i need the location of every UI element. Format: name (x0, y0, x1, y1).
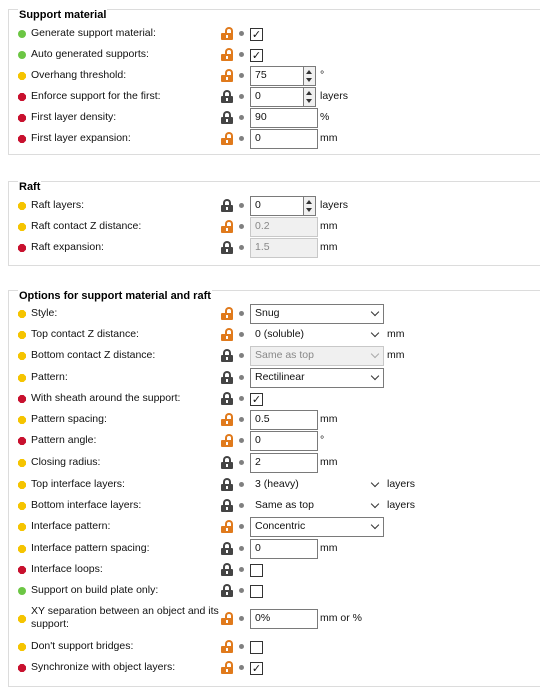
raft-group (8, 181, 540, 266)
unlock-icon[interactable] (221, 612, 233, 625)
chevron-up-icon[interactable] (306, 91, 312, 95)
unit-label: mm (320, 413, 338, 425)
lock-icon[interactable] (221, 371, 233, 384)
select-value: 3 (heavy) (255, 478, 299, 490)
select-value: 0 (soluble) (255, 328, 305, 340)
select-value: Same as top (255, 499, 314, 511)
lock-icon[interactable] (221, 456, 233, 469)
bullet-icon[interactable] (239, 332, 244, 337)
bullet-icon[interactable] (239, 438, 244, 443)
enforce-support-input[interactable]: 0 (250, 87, 304, 107)
bullet-icon[interactable] (239, 396, 244, 401)
spin-arrows[interactable] (304, 66, 316, 86)
sync-object-layers-checkbox[interactable]: ✓ (251, 662, 262, 675)
setting-label: Bottom contact Z distance: (31, 349, 156, 361)
mode-expert-icon (18, 244, 26, 252)
mode-expert-icon (18, 395, 26, 403)
setting-label: Pattern: (31, 371, 68, 383)
chevron-down-icon (371, 372, 379, 380)
bullet-icon[interactable] (239, 115, 244, 120)
setting-label: First layer expansion: (31, 132, 131, 144)
bullet-icon[interactable] (239, 353, 244, 358)
unit-label: ° (320, 434, 325, 446)
unlock-icon[interactable] (221, 661, 233, 674)
spin-arrows[interactable] (304, 196, 316, 216)
setting-label: Closing radius: (31, 456, 101, 468)
mode-advanced-icon (18, 352, 26, 360)
sheath-checkbox[interactable]: ✓ (251, 393, 262, 406)
bullet-icon[interactable] (239, 482, 244, 487)
mode-simple-icon (18, 30, 26, 38)
chevron-down-icon (371, 350, 379, 358)
first-layer-expansion-input[interactable]: 0 (250, 129, 318, 149)
setting-label: Support on build plate only: (31, 584, 159, 596)
bullet-icon[interactable] (239, 224, 244, 229)
raft-expansion-input[interactable]: 1.5 (250, 238, 318, 258)
setting-label: Top contact Z distance: (31, 328, 139, 340)
setting-label: Interface loops: (31, 563, 103, 575)
unlock-icon[interactable] (221, 307, 233, 320)
lock-icon[interactable] (221, 542, 233, 555)
select-value: Rectilinear (255, 371, 305, 383)
first-layer-density-input[interactable]: 90 (250, 108, 318, 128)
mode-simple-icon (18, 587, 26, 595)
lock-icon[interactable] (221, 563, 233, 576)
bullet-icon[interactable] (239, 311, 244, 316)
unlock-icon[interactable] (221, 132, 233, 145)
unlock-icon[interactable] (221, 27, 233, 40)
setting-label: XY separation between an object and its support: (31, 605, 219, 630)
unlock-icon[interactable] (221, 413, 233, 426)
mode-expert-icon (18, 664, 26, 672)
unit-label: mm (320, 132, 338, 144)
setting-label: Raft contact Z distance: (31, 220, 142, 232)
unit-label: ° (320, 69, 325, 81)
mode-advanced-icon (18, 331, 26, 339)
setting-label: Overhang threshold: (31, 69, 127, 81)
lock-icon[interactable] (221, 241, 233, 254)
bullet-icon[interactable] (239, 52, 244, 57)
setting-label: Style: (31, 307, 58, 319)
mode-advanced-icon (18, 615, 26, 623)
mode-advanced-icon (18, 202, 26, 210)
pattern-select[interactable] (250, 368, 384, 388)
mode-expert-icon (18, 566, 26, 574)
bullet-icon[interactable] (239, 94, 244, 99)
unit-label: layers (387, 499, 416, 511)
raft-contact-z-input[interactable]: 0.2 (250, 217, 318, 237)
unit-label: mm (320, 220, 338, 232)
lock-icon[interactable] (221, 349, 233, 362)
bottom-interface-layers-select[interactable] (250, 496, 384, 516)
top-contact-z-select[interactable] (250, 325, 384, 345)
chevron-down-icon (371, 479, 379, 487)
setting-label: Don't support bridges: (31, 640, 134, 652)
mode-advanced-icon (18, 374, 26, 382)
chevron-down-icon (371, 329, 379, 337)
setting-label: Enforce support for the first: (31, 90, 161, 102)
lock-icon[interactable] (221, 392, 233, 405)
bullet-icon[interactable] (239, 546, 244, 551)
unlock-icon[interactable] (221, 434, 233, 447)
bullet-icon[interactable] (239, 417, 244, 422)
mode-advanced-icon (18, 523, 26, 531)
bullet-icon[interactable] (239, 567, 244, 572)
unit-label: mm (387, 328, 405, 340)
chevron-up-icon[interactable] (306, 70, 312, 74)
setting-label: With sheath around the support: (31, 392, 181, 404)
bullet-icon[interactable] (239, 73, 244, 78)
pattern-spacing-input[interactable]: 0.5 (250, 410, 318, 430)
interface-pattern-select[interactable] (250, 517, 384, 537)
setting-label: Synchronize with object layers: (31, 661, 176, 673)
unit-label: % (320, 111, 330, 123)
setting-label: Pattern spacing: (31, 413, 107, 425)
chevron-down-icon (371, 500, 379, 508)
bullet-icon[interactable] (239, 460, 244, 465)
select-value: Snug (255, 307, 280, 319)
bullet-icon[interactable] (239, 644, 244, 649)
unit-label: layers (320, 90, 349, 102)
interface-pattern-spacing-input[interactable]: 0 (250, 539, 318, 559)
mode-expert-icon (18, 114, 26, 122)
bullet-icon[interactable] (239, 524, 244, 529)
chevron-up-icon[interactable] (306, 200, 312, 204)
pattern-angle-input[interactable]: 0 (250, 431, 318, 451)
setting-label: Bottom interface layers: (31, 499, 142, 511)
interface-loops-checkbox[interactable] (250, 564, 263, 577)
chevron-down-icon[interactable] (306, 99, 312, 103)
setting-label: Auto generated supports: (31, 48, 149, 60)
unlock-icon[interactable] (221, 220, 233, 233)
setting-label: Generate support material: (31, 27, 156, 39)
unit-label: layers (320, 199, 349, 211)
mode-expert-icon (18, 437, 26, 445)
select-value: Concentric (255, 520, 306, 532)
setting-label: Interface pattern: (31, 520, 111, 532)
mode-advanced-icon (18, 416, 26, 424)
unit-label: mm (387, 349, 405, 361)
group-title: Options for support material and raft (19, 290, 211, 302)
setting-label: First layer density: (31, 111, 117, 123)
bullet-icon[interactable] (239, 665, 244, 670)
mode-advanced-icon (18, 545, 26, 553)
unit-label: mm (320, 542, 338, 554)
mode-advanced-icon (18, 643, 26, 651)
build-plate-only-checkbox[interactable] (250, 585, 263, 598)
overhang-threshold-input[interactable]: 75 (250, 66, 304, 86)
unit-label: mm (320, 241, 338, 253)
setting-label: Raft layers: (31, 199, 85, 211)
unlock-icon[interactable] (221, 640, 233, 653)
mode-advanced-icon (18, 459, 26, 467)
setting-label: Interface pattern spacing: (31, 542, 150, 554)
unit-label: mm (320, 456, 338, 468)
style-select[interactable] (250, 304, 384, 324)
dont-support-bridges-checkbox[interactable] (250, 641, 263, 654)
unlock-icon[interactable] (221, 69, 233, 82)
lock-icon[interactable] (221, 478, 233, 491)
mode-advanced-icon (18, 223, 26, 231)
bullet-icon[interactable] (239, 375, 244, 380)
mode-advanced-icon (18, 72, 26, 80)
mode-advanced-icon (18, 502, 26, 510)
generate-support-checkbox[interactable]: ✓ (251, 28, 262, 41)
bullet-icon[interactable] (239, 503, 244, 508)
mode-expert-icon (18, 93, 26, 101)
lock-icon[interactable] (221, 111, 233, 124)
select-value: Same as top (255, 349, 314, 361)
lock-icon[interactable] (221, 199, 233, 212)
mode-expert-icon (18, 135, 26, 143)
options-group (8, 290, 540, 687)
group-title: Support material (19, 9, 107, 21)
chevron-down-icon (371, 308, 379, 316)
chevron-down-icon[interactable] (306, 78, 312, 82)
lock-icon[interactable] (221, 584, 233, 597)
unlock-icon[interactable] (221, 328, 233, 341)
top-interface-layers-select[interactable] (250, 475, 384, 495)
unlock-icon[interactable] (221, 48, 233, 61)
support-material-group (8, 9, 540, 155)
bullet-icon[interactable] (239, 588, 244, 593)
auto-supports-checkbox[interactable]: ✓ (251, 49, 262, 62)
closing-radius-input[interactable]: 2 (250, 453, 318, 473)
bullet-icon[interactable] (239, 616, 244, 621)
unlock-icon[interactable] (221, 520, 233, 533)
mode-advanced-icon (18, 310, 26, 318)
setting-label: Top interface layers: (31, 478, 125, 490)
bullet-icon[interactable] (239, 136, 244, 141)
raft-layers-input[interactable]: 0 (250, 196, 304, 216)
bullet-icon[interactable] (239, 245, 244, 250)
xy-separation-input[interactable]: 0% (250, 609, 318, 629)
unit-label: layers (387, 478, 416, 490)
spin-arrows[interactable] (304, 87, 316, 107)
group-title: Raft (19, 181, 41, 193)
bottom-contact-z-select[interactable] (250, 346, 384, 366)
chevron-down-icon (371, 521, 379, 529)
bullet-icon[interactable] (239, 203, 244, 208)
mode-simple-icon (18, 51, 26, 59)
mode-advanced-icon (18, 481, 26, 489)
setting-label: Pattern angle: (31, 434, 97, 446)
lock-icon[interactable] (221, 499, 233, 512)
unit-label: mm or % (320, 612, 362, 624)
lock-icon[interactable] (221, 90, 233, 103)
setting-label: Raft expansion: (31, 241, 104, 253)
bullet-icon[interactable] (239, 31, 244, 36)
chevron-down-icon[interactable] (306, 208, 312, 212)
